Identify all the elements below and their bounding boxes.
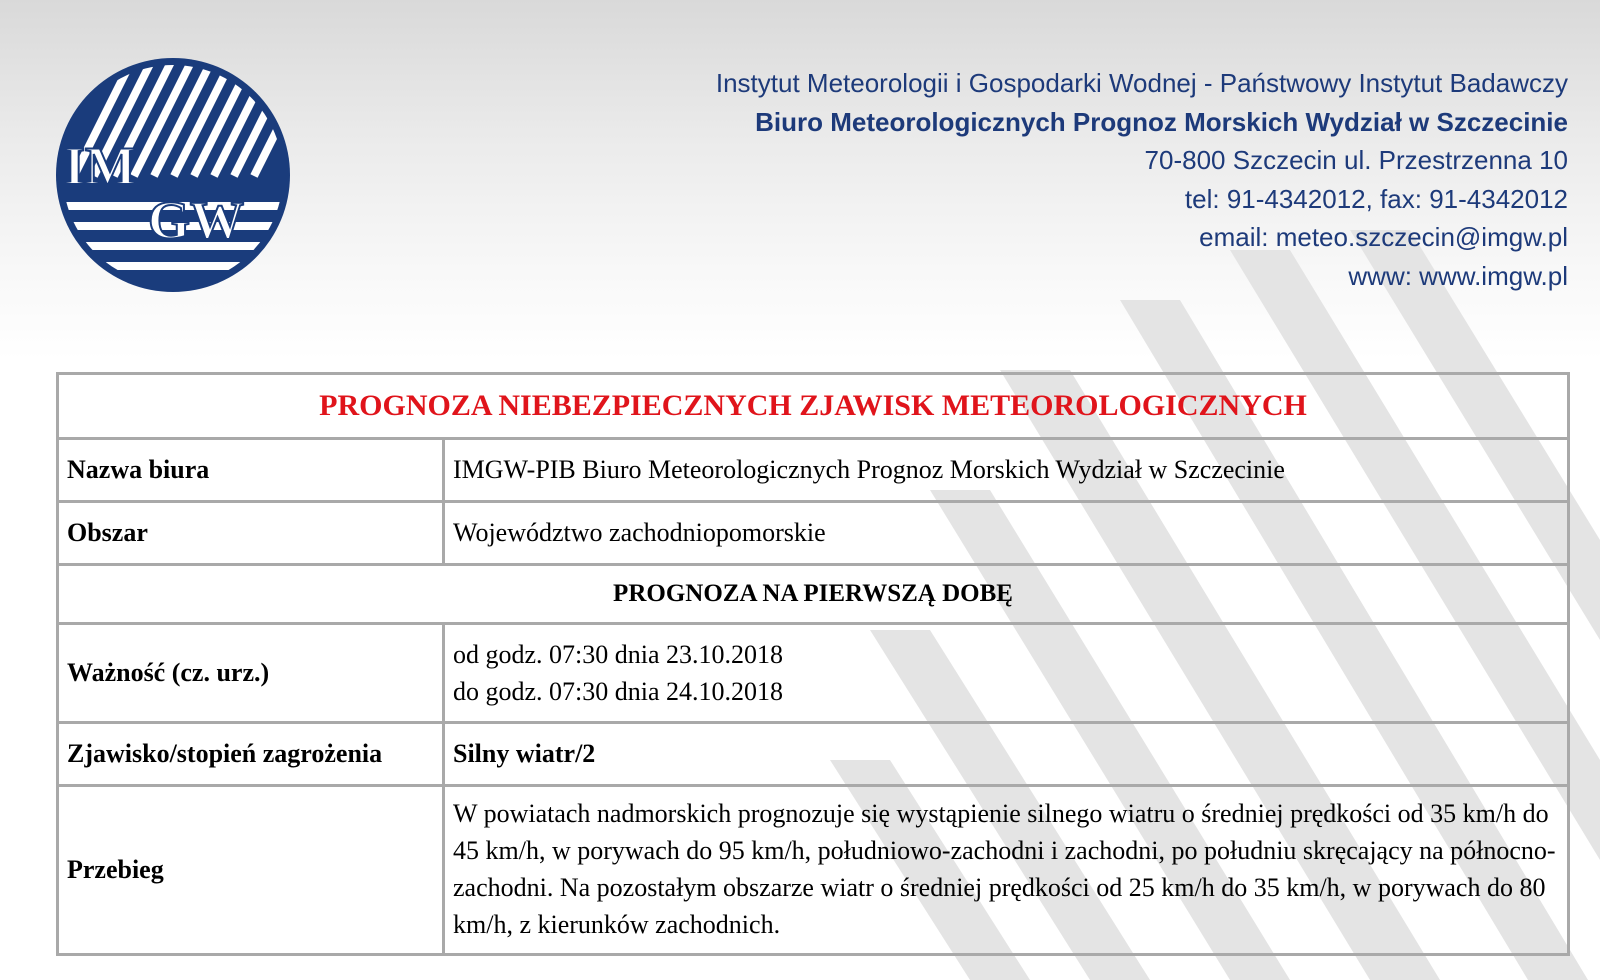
logo-text-im: IM (64, 136, 136, 196)
section-title: PROGNOZA NA PIERWSZĄ DOBĘ (613, 580, 1013, 607)
validity-row (59, 622, 1567, 721)
validity-to: do godz. 07:30 dnia 24.10.2018 (453, 677, 784, 706)
imgw-logo (54, 56, 292, 294)
warning-table (56, 372, 1570, 956)
section-row (59, 563, 1567, 622)
office-value: IMGW-PIB Biuro Meteorologicznych Prognoz Morskich Wydział w Szczecinie (453, 455, 1285, 484)
area-row (59, 500, 1567, 563)
institute-header (716, 64, 1568, 295)
phone-fax: tel: 91-4342012, fax: 91-4342012 (1184, 183, 1568, 214)
office-label: Nazwa biura (59, 440, 445, 500)
validity-from: od godz. 07:30 dnia 23.10.2018 (453, 640, 784, 669)
title-row (59, 375, 1567, 437)
phenomenon-label: Zjawisko/stopień zagrożenia (59, 724, 445, 784)
institute-name: Instytut Meteorologii i Gospodarki Wodnej - Państwowy Instytut Badawczy (715, 68, 1568, 98)
area-label: Obszar (59, 503, 445, 563)
website: www: www.imgw.pl (1348, 260, 1568, 291)
phenomenon-value: Silny wiatr/2 (453, 739, 596, 768)
office-name: Biuro Meteorologicznych Prognoz Morskich Wydział w Szczecinie (755, 106, 1568, 137)
office-row (59, 437, 1567, 500)
validity-value (445, 625, 1567, 721)
phenomenon-row (59, 721, 1567, 784)
email: email: meteo.szczecin@imgw.pl (1199, 222, 1568, 252)
course-label: Przebieg (59, 787, 445, 953)
course-row (59, 784, 1567, 953)
document-title: PROGNOZA NIEBEZPIECZNYCH ZJAWISK METEOROLOGICZNYCH (319, 389, 1307, 422)
validity-label: Ważność (cz. urz.) (59, 625, 445, 721)
area-value: Województwo zachodniopomorskie (453, 518, 826, 547)
address: 70-800 Szczecin ul. Przestrzenna 10 (1144, 145, 1568, 175)
logo-text-gw: GW (148, 190, 245, 250)
course-value: W powiatach nadmorskich prognozuje się wystąpienie silnego wiatru o średniej prędkości od 35 km/h do 45 km/h, w porywach do 95 km/h, południowo-zachodni i zachodni, po południu skręcający na północno-zachodni. Na pozostałym obszarze wiatr o średniej prędkości od 25 km/h do 35 km/h, w porywach do 80 km/h, z kierunków zachodnich. (453, 799, 1556, 939)
